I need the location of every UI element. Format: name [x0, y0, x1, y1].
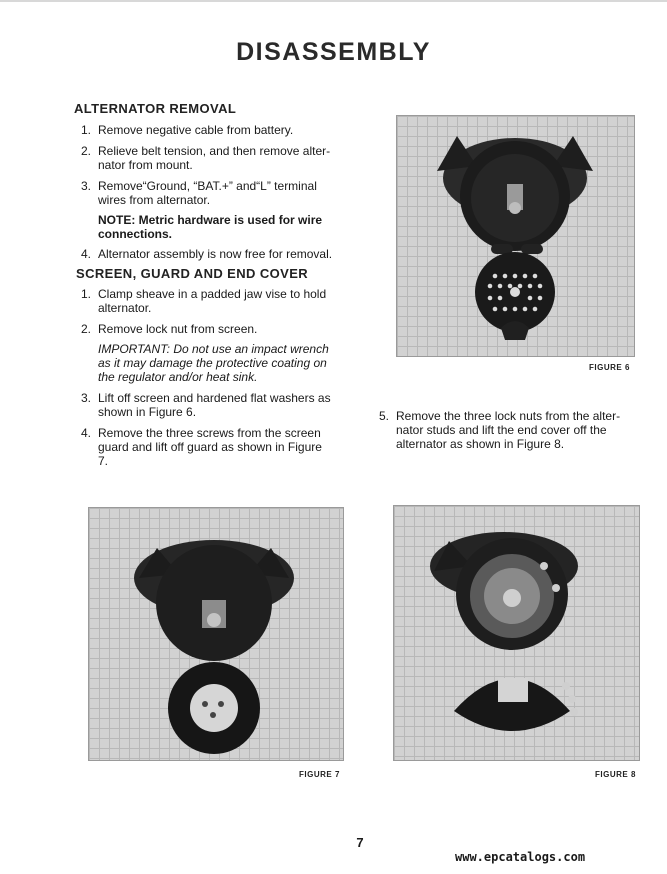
list-item: 2. Remove lock nut from screen. — [81, 322, 258, 336]
figure-8-photo — [393, 505, 640, 761]
figure-7-photo — [88, 507, 344, 761]
important-note: IMPORTANT: Do not use an impact wrench as it may damage the protective coating on the regulator and/or heat sink. — [98, 342, 329, 384]
alternator-end-cover-illustration — [394, 506, 639, 760]
heading-screen-guard: SCREEN, GUARD AND END COVER — [76, 266, 309, 281]
note-metric-hardware: NOTE: Metric hardware is used for wire connections. — [98, 213, 323, 241]
list-item: 3. Lift off screen and hardened flat washers as shown in Figure 6. — [81, 391, 331, 419]
page-title: DISASSEMBLY — [236, 38, 431, 66]
figure-7-caption: FIGURE 7 — [299, 770, 340, 779]
page-number: 7 — [356, 835, 364, 850]
list-item: 2. Relieve belt tension, and then remove alter- nator from mount. — [81, 144, 331, 172]
heading-alternator-removal: ALTERNATOR REMOVAL — [74, 101, 237, 116]
figure-6-photo — [396, 115, 635, 357]
left-column — [74, 102, 374, 468]
watermark-link[interactable]: www.epcatalogs.com — [455, 850, 586, 864]
figure-6-caption: FIGURE 6 — [589, 363, 630, 372]
alternator-guard-illustration — [89, 508, 343, 760]
list-item: 1. Remove negative cable from battery. — [81, 123, 294, 137]
alternator-screen-illustration — [397, 116, 634, 356]
list-item: 4. Alternator assembly is now free for removal. — [81, 247, 333, 261]
list-item: 4. Remove the three screws from the screen guard and lift off guard as shown in Figure 7. — [81, 426, 322, 468]
list-item: 1. Clamp sheave in a padded jaw vise to hold alternator. — [81, 287, 327, 315]
list-item: 3. Remove“Ground, “BAT.+” and“L” terminal wires from alternator. — [81, 179, 317, 207]
right-column-step — [372, 409, 667, 451]
list-item: 5. Remove the three lock nuts from the alter- nator studs and lift the end cover off the alternator as shown in Figure 8. — [379, 409, 621, 451]
top-rule — [0, 0, 667, 2]
figure-8-caption: FIGURE 8 — [595, 770, 636, 779]
